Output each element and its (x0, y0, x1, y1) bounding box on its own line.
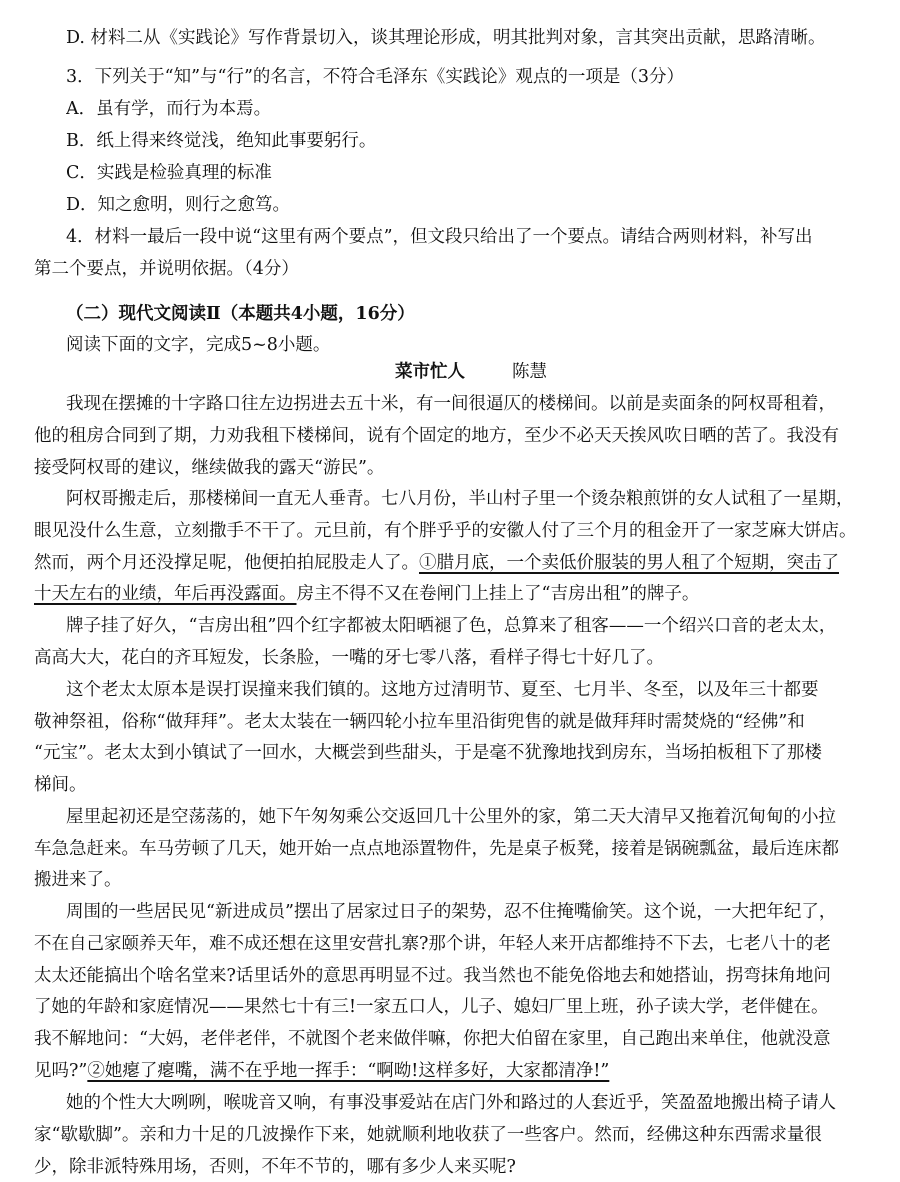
underlined-sentence-1-part2: 十天左右的业绩，年后再没露面。 (34, 584, 297, 604)
section-instruction: 阅读下面的文字，完成5~8小题。 (66, 335, 331, 355)
p4-line2: 敬神祭祖，俗称“做拜拜”。老太太装在一辆四轮小拉车里沿街兜售的就是做拜拜时需焚烧的“经佛”和 (34, 712, 805, 732)
p6-line5: 我不解地问：“大妈，老伴老伴，不就图个老来做伴嘛，你把大伯留在家里，自己跑出来单住，他就没意 (34, 1029, 831, 1049)
p6-line4: 了她的年龄和家庭情况——果然七十有三!一家五口人，儿子、媳妇厂里上班，孙子读大学，老伴健在。 (34, 997, 829, 1017)
underlined-sentence-1-part1: ①腊月底，一个卖低价服装的男人租了个短期，突击了 (419, 553, 839, 573)
p7-line2: 家“歇歇脚”。亲和力十足的几波操作下来，她就顺利地收获了一些客户。然而，经佛这种东西需求量很 (34, 1125, 822, 1145)
p1-line1: 我现在摆摊的十字路口往左边拐进去五十米，有一间很逼仄的楼梯间。以前是卖面条的阿权哥租着， (66, 394, 836, 414)
q3-option-d: D．知之愈明，则行之愈笃。 (66, 195, 291, 215)
p2-line4 (34, 579, 900, 609)
p6-line6-plain: 见吗?” (34, 1061, 88, 1081)
section-heading: （二）现代文阅读Ⅱ（本题共4小题，16分） (66, 304, 415, 324)
p6-line6 (34, 1056, 900, 1086)
p2-line3 (34, 548, 900, 578)
passage-title: 菜市忙人 (395, 362, 465, 382)
underlined-sentence-2: ②她瘪了瘪嘴，满不在乎地一挥手：“啊呦!这样多好，大家都清净!” (87, 1061, 610, 1081)
p6-line2: 不在自己家颐养天年，难不成还想在这里安营扎寨?那个讲，年轻人来开店都维持不下去，七老八十的老 (34, 934, 831, 954)
p2-line1: 阿权哥搬走后，那楼梯间一直无人垂青。七八月份，半山村子里一个烫杂粮煎饼的女人试租了一星期， (66, 489, 854, 509)
p5-line3: 搬进来了。 (34, 870, 122, 890)
q3-option-c: C．实践是检验真理的标准 (66, 163, 272, 183)
p3-line2: 高高大大，花白的齐耳短发，长条脸，一嘴的牙七零八落，看样子得七十好几了。 (34, 648, 664, 668)
p4-line3: “元宝”。老太太到小镇试了一回水，大概尝到些甜头，于是毫不犹豫地找到房东，当场拍板租下了那楼 (34, 743, 822, 763)
q3-option-a: A．虽有学，而行为本焉。 (66, 99, 272, 119)
p7-line1: 她的个性大大咧咧，喉咙音又响，有事没事爱站在店门外和路过的人套近乎，笑盈盈地搬出椅子请人 (66, 1093, 836, 1113)
q2-option-d: D. 材料二从《实践论》写作背景切入，谈其理论形成，明其批判对象，言其突出贡献，思路清晰。 (66, 28, 826, 48)
p5-line2: 车急急赶来。车马劳顿了几天，她开始一点点地添置物件，先是桌子板凳，接着是锅碗瓢盆，最后连床都 (34, 839, 839, 859)
p7-line3: 少，除非派特殊用场，否则，不年不节的，哪有多少人来买呢? (34, 1157, 516, 1177)
p4-line1: 这个老太太原本是误打误撞来我们镇的。这地方过清明节、夏至、七月半、冬至，以及年三十都要 (66, 680, 819, 700)
p1-line2: 他的租房合同到了期，力劝我租下楼梯间，说有个固定的地方，至少不必天天挨风吹日晒的苦了。我没有 (34, 426, 839, 446)
q4-stem-line2: 第二个要点，并说明依据。（4分） (34, 259, 299, 279)
p3-line1: 牌子挂了好久，“吉房出租”四个红字都被太阳晒褪了色，总算来了租客——一个绍兴口音的老太太， (66, 616, 837, 636)
p5-line1: 屋里起初还是空荡荡的，她下午匆匆乘公交返回几十公里外的家，第二天大清早又拖着沉甸甸的小拉 (66, 807, 836, 827)
q3-stem: 3．下列关于“知”与“行”的名言，不符合毛泽东《实践论》观点的一项是（3分） (66, 67, 685, 87)
p6-line3: 太太还能搞出个啥名堂来?话里话外的意思再明显不过。我当然也不能免俗地去和她搭讪，拐弯抹角地问 (34, 966, 831, 986)
p2-line4-plain: 房主不得不又在卷闸门上挂上了“吉房出租”的牌子。 (296, 584, 700, 604)
p1-line3: 接受阿权哥的建议，继续做我的露天“游民”。 (34, 458, 385, 478)
p2-line2: 眼见没什么生意，立刻撒手不干了。元旦前，有个胖乎乎的安徽人付了三个月的租金开了一家芝麻大饼店。 (34, 521, 857, 541)
p4-line4: 梯间。 (34, 775, 87, 795)
p2-line3-plain: 然而，两个月还没撑足呢，他便拍拍屁股走人了。 (34, 553, 419, 573)
p6-line1: 周围的一些居民见“新进成员”摆出了居家过日子的架势，忍不住掩嘴偷笑。这个说，一大把年纪了， (66, 902, 837, 922)
passage-author: 陈慧 (512, 362, 547, 382)
q3-option-b: B．纸上得来终觉浅，绝知此事要躬行。 (66, 131, 377, 151)
q4-stem-line1: 4．材料一最后一段中说“这里有两个要点”，但文段只给出了一个要点。请结合两则材料，补写出 (66, 227, 813, 247)
